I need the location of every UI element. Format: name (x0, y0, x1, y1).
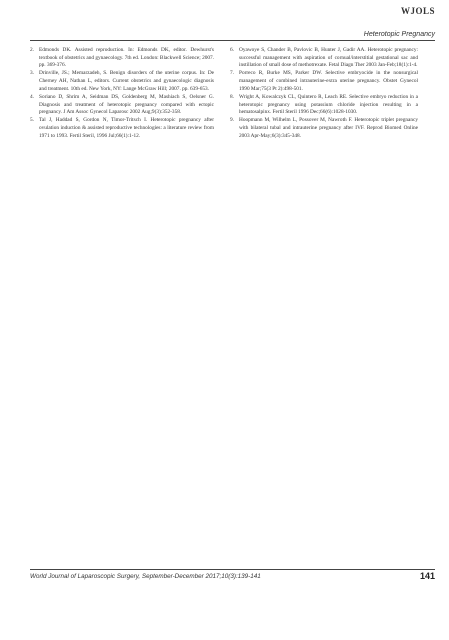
page-number: 141 (419, 571, 435, 581)
reference-text: Hoopmann M, Wilhelm L, Possover M, Nawroth F. Heterotopic triplet pregnancy with bilateral tubal and intrauterine pregnancy after IVF. Reprod Biomed Online 2003 Apr-May;6(3):345-348. (239, 117, 418, 139)
footer-divider (30, 569, 435, 570)
references-right-column (230, 47, 418, 141)
reference-number: 7. (230, 70, 234, 77)
reference-item (30, 47, 214, 70)
reference-number: 6. (230, 47, 234, 53)
references-left-column (30, 47, 214, 141)
reference-number: 9. (230, 117, 234, 124)
reference-item (30, 94, 214, 117)
reference-text: Tal J, Haddad S, Gordon N, Timor-Tritsch I. Heterotopic pregnancy after ovulation induction & assisted reproductive technologies: a literature review from 1971 to 1993. Fertil Steril, 1996 Jul;66(1):1-12. (39, 117, 214, 139)
reference-item (230, 94, 418, 117)
reference-item (230, 117, 418, 140)
reference-text: Oyawoye S, Chander B, Pavlovic B, Hunter J, Gadir AA. Heterotopic pregnancy: successful management with aspiration of cornual/interstitial gestational sac and instillation of small dose of methotrexate. Fetal Diagn Ther 2003 Jan-Feb;18(1):1-4. (239, 47, 418, 69)
reference-text: Edmonds DK. Assisted reproduction. In: Edmonds DK, editor. Dewhurst's textbook of obstetrics and gynaecology. 7th ed. London: Blackwell Science; 2007. pp. 369-376. (39, 47, 214, 69)
reference-item (230, 70, 418, 93)
reference-text: Soriano D, Shrim A, Seidman DS, Goldenberg M, Mashiach S, Oelsner G. Diagnosis and treatment of heterotopic pregnancy compared with ectopic pregnancy. J Am Assoc Gynecol Laparosc 2002 Aug;9(3):352-358. (39, 93, 214, 116)
running-title: Heterotopic Pregnancy (363, 31, 435, 38)
journal-abbreviation: WJOLS (400, 6, 435, 16)
reference-item (30, 70, 214, 93)
reference-text: Wright A, Kowalczyk CL, Quintero R, Leach RE. Selective embryo reduction in a heterotopic pregnancy using potassium chloride injection resulting in a hematosalpinx. Fertil Steril 1996 Dec;66(6):1028-1030. (239, 93, 418, 116)
reference-number: 5. (30, 117, 34, 124)
reference-item (30, 117, 214, 140)
reference-number: 2. (30, 47, 34, 53)
reference-number: 4. (30, 93, 34, 100)
reference-text: Drinville, JS.; Memarzadeh, S. Benign disorders of the uterine corpus. In: De Cherney AH, Nathan L, editors. Current obstetrics and gynaecologic diagnosis and treatment. 10th ed. New York, NY: Lange McGraw Hill; 2007. pp. 639-653. (39, 70, 214, 92)
reference-number: 8. (230, 93, 234, 100)
reference-item (230, 47, 418, 70)
footer-citation: World Journal of Laparoscopic Surgery, September-December 2017;10(3):139-141 (30, 573, 261, 580)
reference-number: 3. (30, 70, 34, 77)
header-divider (30, 40, 435, 41)
reference-text: Porreco R, Burke MS, Parker DW. Selective embryocide in the nonsurgical management of combined intrauterine-extra uterine pregnancy. Obstet Gynecol 1990 Mar;75(3 Pt 2):498-501. (239, 70, 418, 92)
